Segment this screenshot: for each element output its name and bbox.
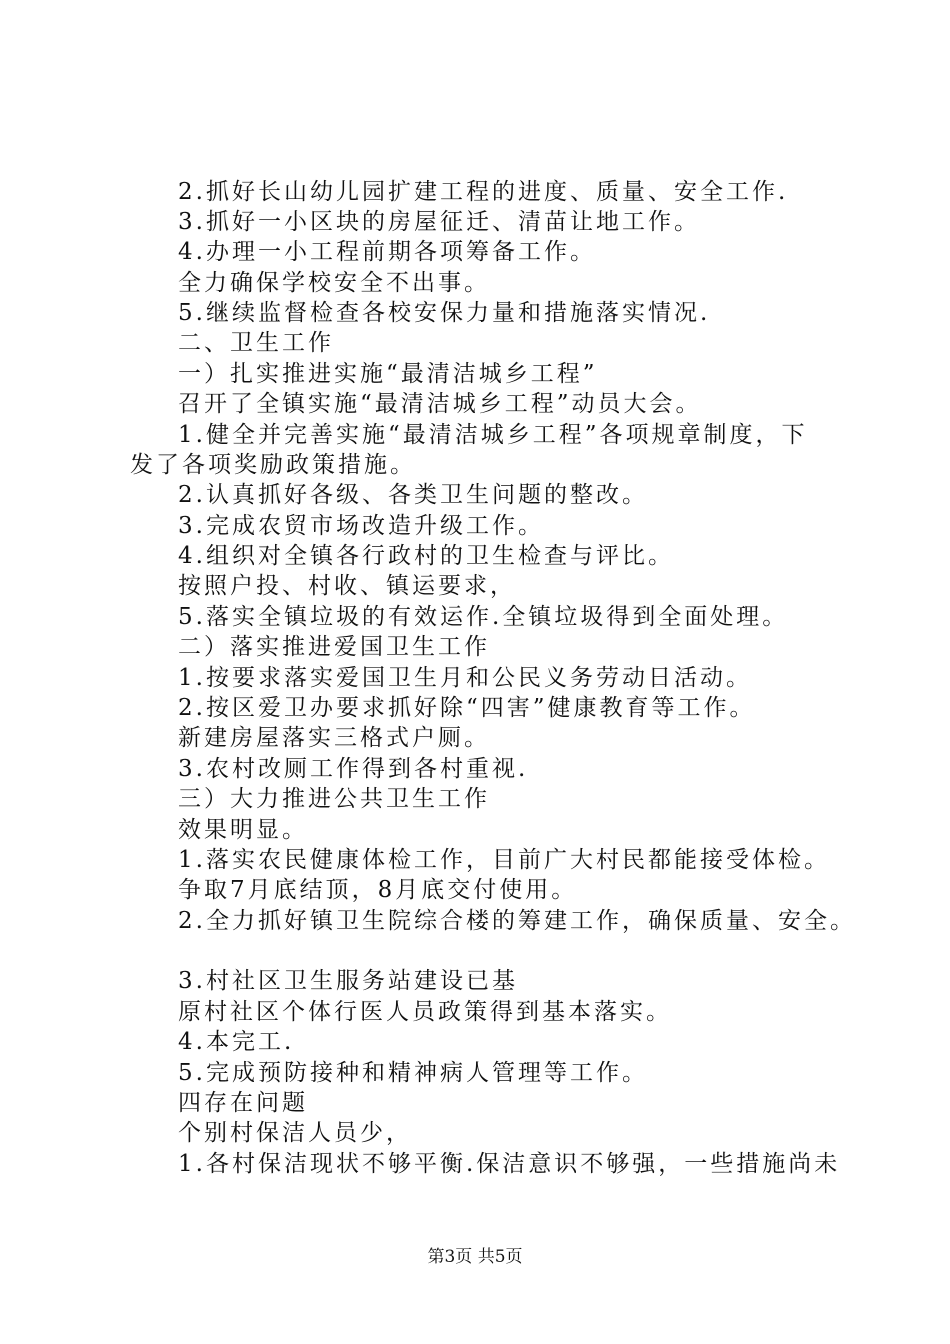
text-line: 4.本完工. [178, 1029, 295, 1055]
text-line: 1.按要求落实爱国卫生月和公民义务劳动日活动。 [178, 665, 752, 691]
section-heading: 二、卫生工作 [178, 330, 334, 356]
text-line: 全力确保学校安全不出事。 [178, 270, 490, 296]
text-line: 4.办理一小工程前期各项筹备工作。 [178, 239, 596, 265]
page-footer: 第3页 共5页 [427, 1247, 523, 1267]
text-line: 3.农村改厕工作得到各村重视. [178, 756, 529, 782]
text-line: 5.完成预防接种和精神病人管理等工作。 [178, 1060, 648, 1086]
subsection-heading: 二）落实推进爱国卫生工作 [178, 634, 490, 660]
text-line: 3.村社区卫生服务站建设已基 [178, 968, 518, 994]
text-line: 5.继续监督检查各校安保力量和措施落实情况. [178, 300, 711, 326]
text-line: 2.全力抓好镇卫生院综合楼的筹建工作，确保质量、安全。 [178, 908, 856, 934]
subsection-heading: 一）扎实推进实施“最清洁城乡工程” [178, 361, 598, 387]
text-line: 2.认真抓好各级、各类卫生问题的整改。 [178, 482, 648, 508]
text-line: 按照户投、村收、镇运要求， [178, 573, 516, 599]
text-line: 新建房屋落实三格式户厕。 [178, 725, 490, 751]
text-line: 原村社区个体行医人员政策得到基本落实。 [178, 999, 672, 1025]
text-line: 2.抓好长山幼儿园扩建工程的进度、质量、安全工作. [178, 179, 789, 205]
text-line: 2.按区爱卫办要求抓好除“四害”健康教育等工作。 [178, 695, 756, 721]
text-line: 1.各村保洁现状不够平衡.保洁意识不够强，一些措施尚未 [178, 1151, 841, 1177]
text-line: 效果明显。 [178, 817, 308, 843]
text-line: 个别村保洁人员少， [178, 1120, 412, 1146]
subsection-heading: 三）大力推进公共卫生工作 [178, 786, 490, 812]
text-line: 争取7月底结顶，8月底交付使用。 [178, 877, 578, 903]
text-line: 4.组织对全镇各行政村的卫生检查与评比。 [178, 543, 674, 569]
text-line: 1.落实农民健康体检工作，目前广大村民都能接受体检。 [178, 847, 830, 873]
text-line: 3.完成农贸市场改造升级工作。 [178, 513, 544, 539]
section-heading: 四存在问题 [178, 1090, 308, 1116]
text-line: 5.落实全镇垃圾的有效运作.全镇垃圾得到全面处理。 [178, 604, 789, 630]
text-line: 3.抓好一小区块的房屋征迁、清苗让地工作。 [178, 209, 700, 235]
text-line: 1.健全并完善实施“最清洁城乡工程”各项规章制度，下 [178, 422, 808, 448]
text-line: 召开了全镇实施“最清洁城乡工程”动员大会。 [178, 391, 702, 417]
text-line: 发了各项奖励政策措施。 [130, 452, 416, 478]
